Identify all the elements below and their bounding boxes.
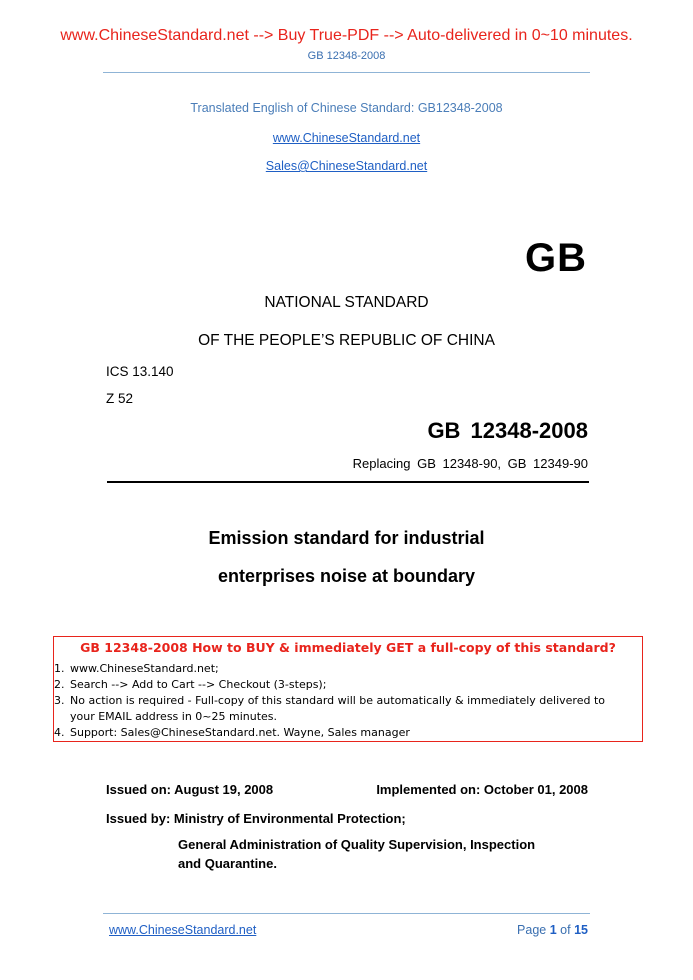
issuer-line1: General Administration of Quality Supervision, Inspection [178, 837, 536, 852]
issuer-line2: and Quarantine. [178, 856, 277, 871]
step-text: Search --> Add to Cart --> Checkout (3-steps); [70, 678, 327, 691]
page-current: 1 [549, 923, 557, 937]
issued-by: Issued by: Ministry of Environmental Protection; [106, 811, 406, 826]
page-of: of [560, 923, 571, 937]
purchase-step [54, 693, 605, 709]
purchase-step-continued [54, 709, 277, 725]
step-number: 2. [54, 678, 65, 691]
footer-site-link[interactable]: www.ChineseStandard.net [109, 923, 257, 937]
site-link-row [0, 129, 693, 147]
top-banner[interactable]: www.ChineseStandard.net --> Buy True-PDF --> Auto-delivered in 0~10 minutes. [60, 27, 633, 44]
purchase-step [54, 661, 219, 677]
implemented-on-date: Implemented on: October 01, 2008 [376, 782, 588, 797]
header-standard-code: GB 12348-2008 [307, 50, 386, 62]
step-number: 4. [54, 726, 65, 739]
replacing-note: Replacing GB 12348-90, GB 12349-90 [352, 456, 588, 471]
header-divider [103, 72, 590, 73]
gb-logo: GB [525, 236, 587, 280]
step-text[interactable]: Support: Sales@ChineseStandard.net. Wayne, Sales manager [70, 726, 410, 739]
sales-email-link[interactable]: Sales@ChineseStandard.net [265, 159, 428, 173]
document-title-line1: Emission standard for industrial [208, 528, 485, 548]
sales-link-row [0, 157, 693, 175]
page-total: 15 [574, 923, 588, 937]
standard-number: GB 12348-2008 [427, 418, 588, 443]
page-label: Page [517, 923, 547, 937]
step-text[interactable]: www.ChineseStandard.net; [70, 662, 219, 675]
footer-divider [103, 913, 590, 914]
title-divider [107, 481, 589, 483]
site-link[interactable]: www.ChineseStandard.net [272, 131, 421, 145]
issued-on-date: Issued on: August 19, 2008 [106, 782, 274, 797]
page-indicator [517, 923, 588, 937]
translation-note: Translated English of Chinese Standard: GB12348-2008 [190, 101, 503, 115]
step-text: your EMAIL address in 0~25 minutes. [70, 710, 278, 723]
document-title-line2: enterprises noise at boundary [217, 566, 476, 586]
step-number: 1. [54, 662, 65, 675]
step-text: No action is required - Full-copy of this standard will be automatically & immediately delivered to [70, 694, 606, 707]
ics-code: ICS 13.140 [106, 364, 174, 379]
purchase-info-box [53, 636, 643, 742]
purchase-step [54, 677, 326, 693]
step-number: 3. [54, 694, 65, 707]
classification-code: Z 52 [106, 391, 134, 406]
purchase-box-title: GB 12348-2008 How to BUY & immediately GET a full-copy of this standard? [80, 640, 616, 655]
national-standard-heading: NATIONAL STANDARD [264, 294, 429, 311]
purchase-step [54, 725, 410, 741]
republic-heading: OF THE PEOPLE’S REPUBLIC OF CHINA [198, 332, 495, 349]
